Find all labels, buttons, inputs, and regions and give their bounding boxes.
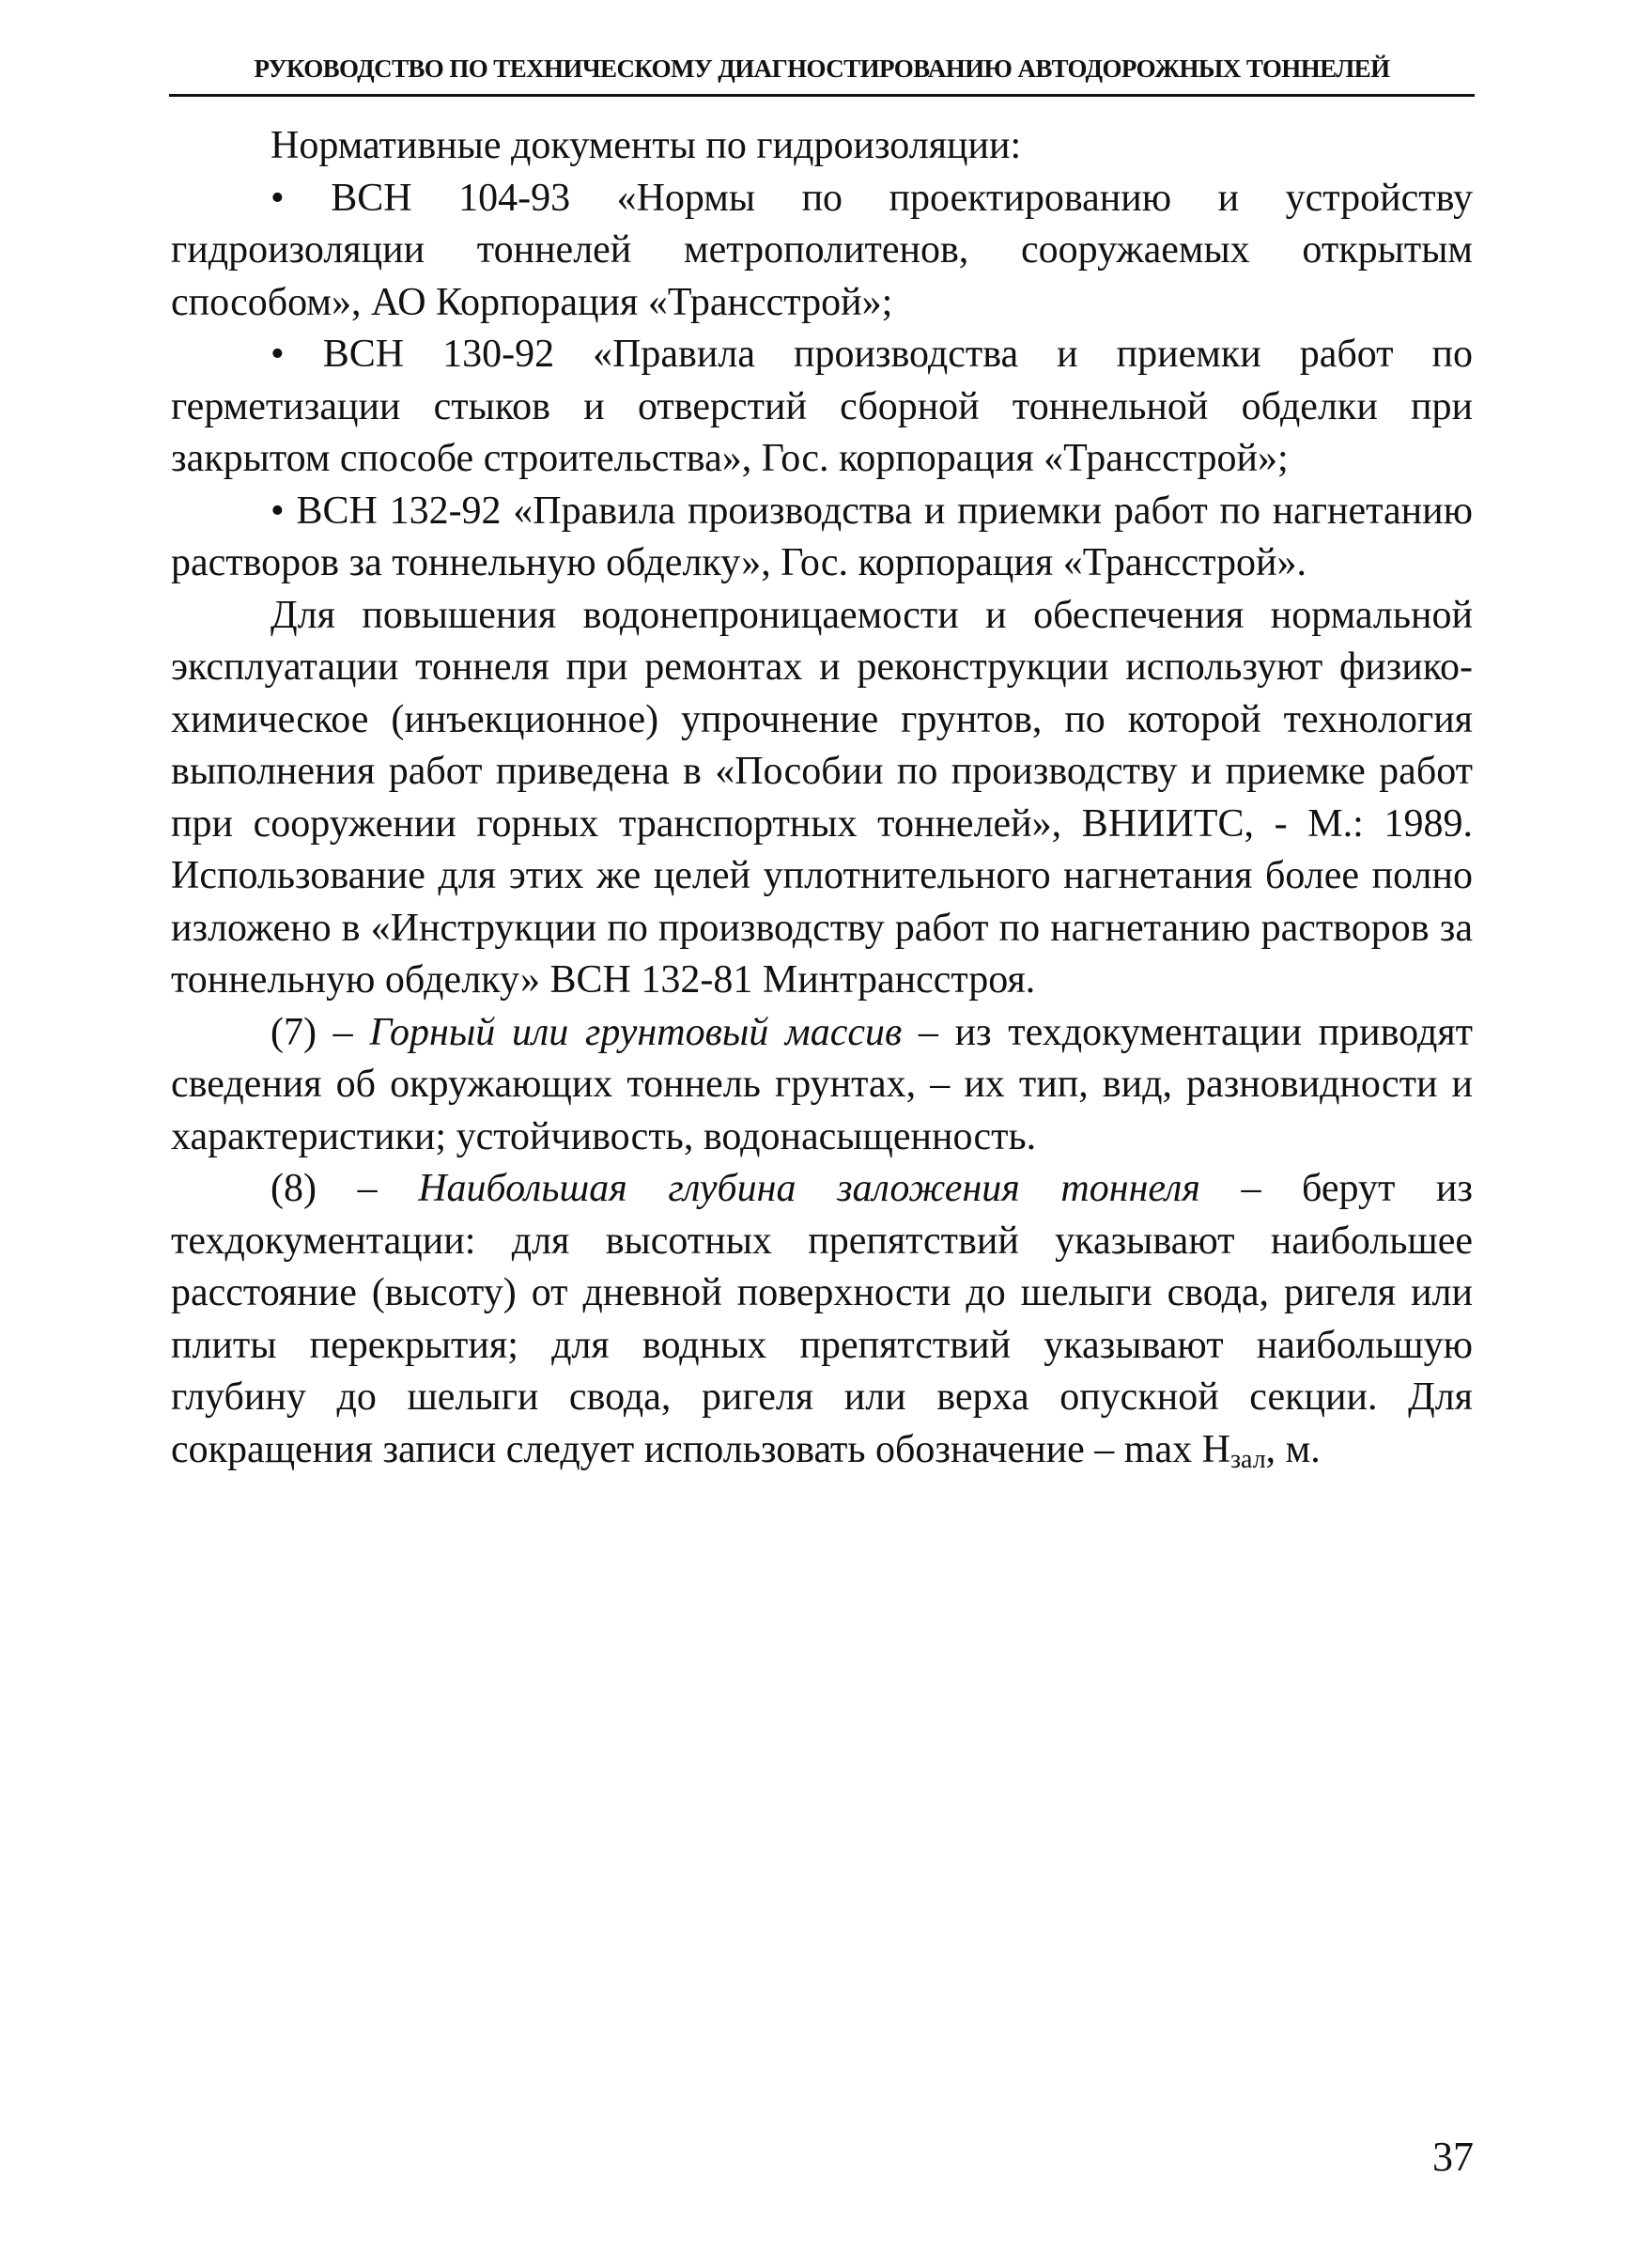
header-rule bbox=[169, 94, 1475, 97]
running-header: РУКОВОДСТВО ПО ТЕХНИЧЕСКОМУ ДИАГНОСТИРОВАНИЮ АВТОДОРОЖНЫХ ТОННЕЛЕЙ bbox=[254, 54, 1390, 83]
item-7-text: – из техдокументации приводят сведения об окружающих тоннель грунтах, – их тип, вид, разновидности и характеристики; устойчивость, водонасыщенность. bbox=[171, 1010, 1474, 1158]
paragraph-waterproofing: Для повышения водонепроницаемости и обеспечения нормальной эксплуатации тоннеля при ремонтах и реконструкции используют физико-химическое (инъекционное) упрочнение грунтов, по которой технология выполнения работ приведена в «Пособии по производству и приемке работ при сооружении горных транспортных тоннелей», ВНИИТС, - М.: 1989. Использование для этих же целей уплотнительного нагнетания более полно изложено в «Инструкции по производству работ по нагнетанию растворов за тоннельную обделку» ВСН 132-81 Минтрансстроя. bbox=[171, 593, 1473, 1002]
bullet-vsn-130-92: • ВСН 130-92 «Правила производства и приемки работ по герметизации стыков и отверстий сборной тоннельной обделки при закрытом способе строительства», Гос. корпорация «Трансстрой»; bbox=[171, 333, 1473, 480]
item-8-number: (8) – bbox=[271, 1167, 378, 1210]
bullet-vsn-104-93: • ВСН 104-93 «Нормы по проектированию и устройству гидроизоляции тоннелей метрополитенов, сооружаемых открытым способом», АО Корпорация «Трансстрой»; bbox=[171, 176, 1473, 324]
item-8-term: Наибольшая глубина заложения тоннеля bbox=[418, 1167, 1200, 1210]
item-7-term: Горный или грунтовый массив bbox=[369, 1010, 903, 1054]
item-8-text: – берут из техдокументации: для высотных препятствий указывают наибольшее расстояние (высоту) от дневной поверхности до шелыги свода, ригеля или плиты перекрытия; для водных препятствий указывают наибольшую глубину до шелыги свода, ригеля или верха опускной секции. Для сокращения записи следует использовать обозначение – bbox=[171, 1167, 1473, 1471]
paragraph-item-8 bbox=[171, 1163, 1473, 1476]
formula-subscript: зал bbox=[1229, 1444, 1266, 1474]
paragraph-intro: Нормативные документы по гидроизоляции: bbox=[271, 124, 1022, 167]
paragraph-item-7 bbox=[171, 1007, 1473, 1164]
page-number: 37 bbox=[1432, 2134, 1474, 2180]
item-7-number: (7) – bbox=[271, 1010, 353, 1054]
body-text bbox=[171, 120, 1473, 1476]
bullet-vsn-132-92: • ВСН 132-92 «Правила производства и приемки работ по нагнетанию растворов за тоннельную обделку», Гос. корпорация «Трансстрой». bbox=[171, 489, 1473, 584]
formula-max-h: $\max H_{зал}$, м. bbox=[1123, 1427, 1321, 1474]
